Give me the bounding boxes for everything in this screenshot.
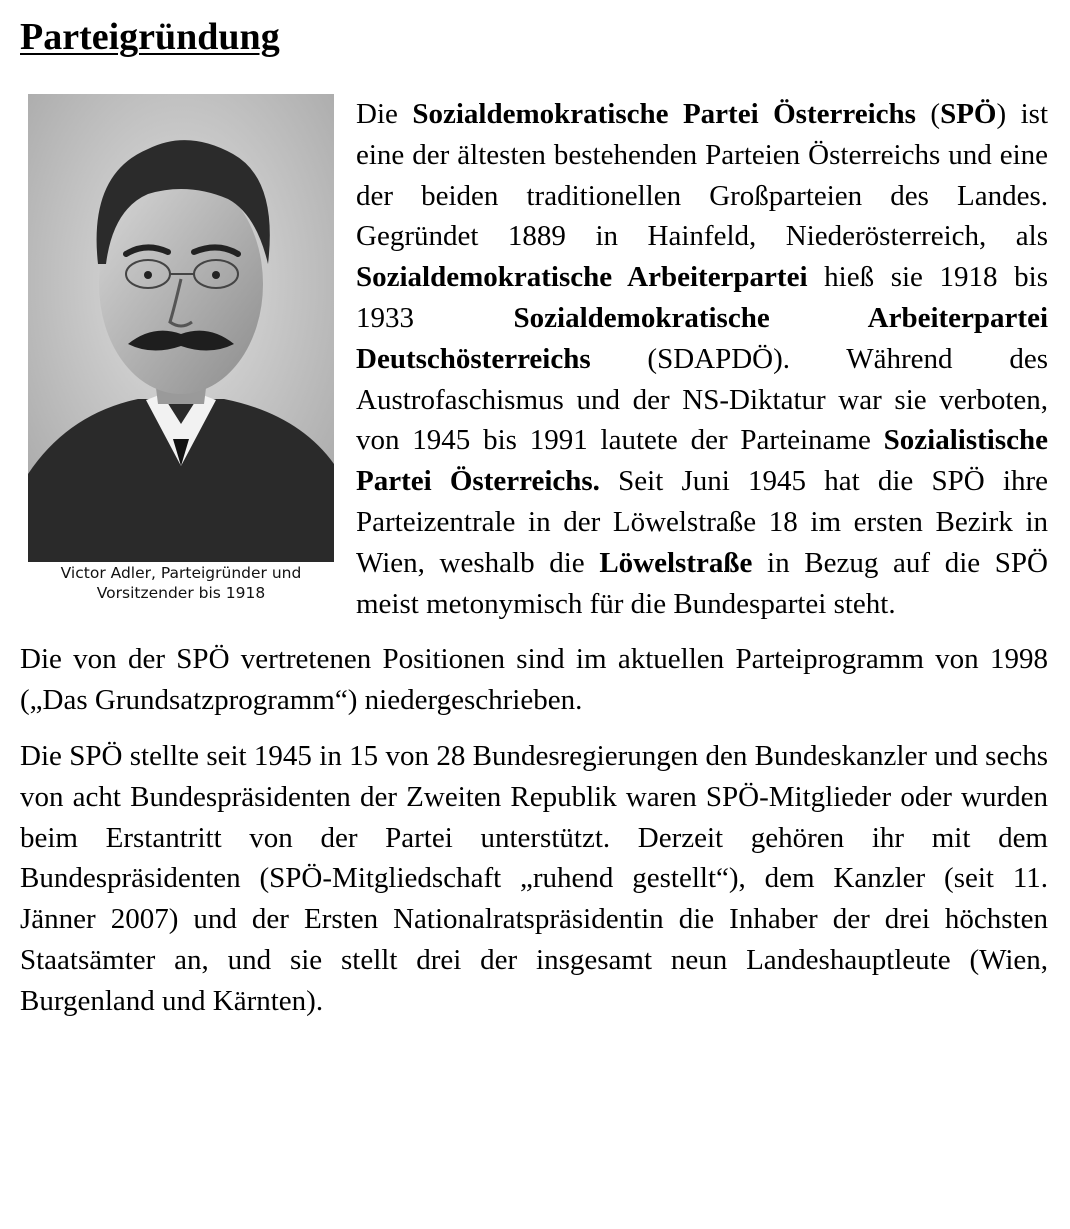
p1-text-1: Die — [356, 98, 413, 130]
paragraph-program: Die von der SPÖ vertretenen Positionen sind im aktuellen Parteiprogramm von 1998 („Das Grundsatzprogramm“) niedergeschrieben. — [20, 643, 1048, 717]
p1-text-4: hieß sie 1918 bis 1933 — [356, 261, 1048, 334]
p1-text-7: in Bezug auf die SPÖ meist metonymisch für die Bundespartei steht. — [356, 546, 1048, 620]
portrait-photo — [28, 94, 334, 562]
document-page — [20, 14, 1048, 1022]
portrait-caption — [20, 563, 342, 603]
p1-text-2: ( — [915, 98, 941, 130]
p1-bold-6: Löwelstraße — [599, 546, 753, 579]
portrait-figure — [20, 94, 342, 603]
p1-bold-5: Sozialistische Partei Österreichs. — [356, 424, 1048, 498]
p1-bold-4: Sozialdemokratische Arbeiterpartei Deutschösterreichs — [356, 301, 1048, 375]
paragraph-government: Die SPÖ stellte seit 1945 in 15 von 28 Bundesregierungen den Bundeskanzler und sechs von acht Bundespräsidenten der Zweiten Republik waren SPÖ-Mitglieder oder wurden beim Erstantritt von der Partei unterstützt. Derzeit gehören ihr mit dem Bundespräsidenten (SPÖ-Mitgliedschaft „ruhend gestellt“), dem Kanzler (seit 11. Jänner 2007) und der Ersten Nationalratspräsidentin die Inhaber der drei höchsten Staatsämter an, und sie stellt drei der insgesamt neun Landeshauptleute (Wien, Burgenland und Kärnten). — [20, 739, 1048, 1017]
page-title: Parteigründung — [20, 16, 280, 58]
p1-text-5: (SDAPDÖ). Während des Austrofaschismus und der NS-Diktatur war sie verboten, von 1945 bis 1991 lautete der Parteiname — [356, 342, 1048, 457]
p1-bold-3: Sozialdemokratische Arbeiterpartei — [356, 261, 808, 294]
p1-bold-2: SPÖ — [940, 98, 997, 130]
caption-line-1: Victor Adler, Parteigründer und — [60, 564, 302, 582]
p1-bold-1: Sozialdemokratische Partei Österreichs — [412, 98, 916, 130]
caption-line-2: Vorsitzender bis 1918 — [96, 584, 266, 602]
p1-text-3: ) ist eine der ältesten bestehenden Parteien Österreichs und eine der beiden traditionellen Großparteien des Landes. Gegründet 1889 in Hainfeld, Niederösterreich, als — [356, 98, 1048, 253]
p1-text-6: Seit Juni 1945 hat die SPÖ ihre Parteizentrale in der Löwelstraße 18 im ersten Bezirk in Wien, weshalb die — [356, 465, 1048, 579]
